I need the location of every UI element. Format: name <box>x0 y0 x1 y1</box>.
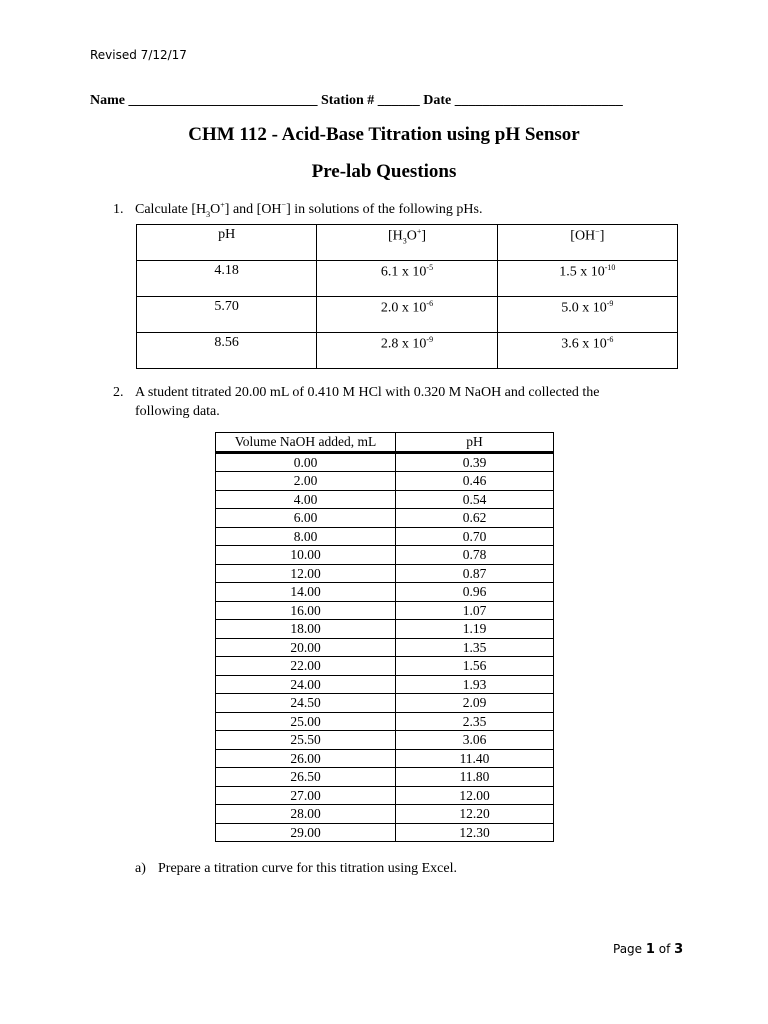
header-oh: [OH−] <box>497 225 677 261</box>
cell-ph: 1.56 <box>396 657 554 676</box>
cell-volume: 14.00 <box>216 583 396 602</box>
cell-ph: 1.19 <box>396 620 554 639</box>
cell-volume: 2.00 <box>216 472 396 491</box>
document-subtitle: Pre-lab Questions <box>311 161 457 182</box>
table-header-row <box>216 433 554 453</box>
table-row <box>137 297 678 333</box>
revised-date: Revised 7/12/17 <box>90 48 187 62</box>
question-2a <box>135 861 457 877</box>
table-row <box>216 452 554 472</box>
table-row <box>216 472 554 491</box>
cell-ph: 2.09 <box>396 694 554 713</box>
cell-oh: 5.0 x $10^{-9}$ <box>497 297 677 333</box>
cell-volume: 16.00 <box>216 601 396 620</box>
table-row <box>216 657 554 676</box>
cell-volume: 22.00 <box>216 657 396 676</box>
table-row <box>216 490 554 509</box>
cell-ph: 1.35 <box>396 638 554 657</box>
cell-volume: 10.00 <box>216 546 396 565</box>
cell-volume: 25.00 <box>216 712 396 731</box>
cell-volume: 6.00 <box>216 509 396 528</box>
cell-volume: 24.50 <box>216 694 396 713</box>
cell-ph: 1.07 <box>396 601 554 620</box>
cell-ph: 2.35 <box>396 712 554 731</box>
cell-ph: 8.56 <box>137 333 317 369</box>
cell-ph: 4.18 <box>137 261 317 297</box>
question-2a-text: Prepare a titration curve for this titration using Excel. <box>158 861 457 876</box>
page-number: Page 1 of 3 <box>613 942 684 957</box>
table-row <box>137 333 678 369</box>
cell-volume: 24.00 <box>216 675 396 694</box>
table-header-row <box>137 225 678 261</box>
question-1 <box>113 195 482 223</box>
table-row <box>216 768 554 787</box>
cell-ph: 12.20 <box>396 805 554 824</box>
cell-volume: 28.00 <box>216 805 396 824</box>
ph-conversion-table <box>136 224 678 369</box>
cell-oh: 1.5 x $10^{-10}$ <box>497 261 677 297</box>
table-row <box>216 805 554 824</box>
cell-volume: 26.00 <box>216 749 396 768</box>
cell-ph: 0.70 <box>396 527 554 546</box>
document-title: CHM 112 - Acid-Base Titration using pH Sensor <box>188 124 580 145</box>
table-row <box>216 786 554 805</box>
cell-volume: 26.50 <box>216 768 396 787</box>
table-row <box>216 823 554 842</box>
question-2 <box>113 383 673 419</box>
cell-ph: 11.40 <box>396 749 554 768</box>
table-row <box>216 694 554 713</box>
table-row <box>216 546 554 565</box>
table-row <box>216 620 554 639</box>
cell-volume: 29.00 <box>216 823 396 842</box>
cell-ph: 12.00 <box>396 786 554 805</box>
table-row <box>216 527 554 546</box>
cell-ph: 3.06 <box>396 731 554 750</box>
cell-h3o: 6.1 x $10^{-5}$ <box>317 261 497 297</box>
cell-volume: 8.00 <box>216 527 396 546</box>
cell-volume: 0.00 <box>216 452 396 472</box>
cell-ph: 5.70 <box>137 297 317 333</box>
table-row <box>216 601 554 620</box>
cell-ph: 0.62 <box>396 509 554 528</box>
cell-ph: 12.30 <box>396 823 554 842</box>
table-row <box>216 675 554 694</box>
cell-ph: 0.54 <box>396 490 554 509</box>
cell-volume: 20.00 <box>216 638 396 657</box>
question-2a-label: a) <box>135 861 146 876</box>
cell-ph: 0.96 <box>396 583 554 602</box>
cell-volume: 27.00 <box>216 786 396 805</box>
header-ph: pH <box>396 433 554 453</box>
table-row <box>216 583 554 602</box>
cell-ph: 0.87 <box>396 564 554 583</box>
cell-ph: 0.46 <box>396 472 554 491</box>
cell-ph: 0.39 <box>396 452 554 472</box>
question-2-number: 2. <box>113 385 124 400</box>
cell-h3o: 2.8 x $10^{-9}$ <box>317 333 497 369</box>
cell-ph: 11.80 <box>396 768 554 787</box>
cell-h3o: 2.0 x $10^{-6}$ <box>317 297 497 333</box>
question-2-text: A student titrated 20.00 mL of 0.410 M HCl with 0.320 M NaOH and collected the following data. <box>135 385 600 419</box>
cell-volume: 12.00 <box>216 564 396 583</box>
header-volume: Volume NaOH added, mL <box>216 433 396 453</box>
table-row <box>216 731 554 750</box>
cell-volume: 18.00 <box>216 620 396 639</box>
question-1-number: 1. <box>113 201 124 217</box>
cell-oh: 3.6 x $10^{-6}$ <box>497 333 677 369</box>
question-1-text: Calculate $[H_3O^+]$ and [OH−] in solutions of the following pHs. <box>135 200 483 219</box>
titration-data-table <box>215 432 554 842</box>
name-station-date-line: Name ___________________________ Station # ______ Date ________________________ <box>90 93 623 108</box>
table-row <box>216 712 554 731</box>
table-row <box>137 261 678 297</box>
table-row <box>216 749 554 768</box>
cell-volume: 25.50 <box>216 731 396 750</box>
cell-ph: 1.93 <box>396 675 554 694</box>
table-row <box>216 509 554 528</box>
header-h3o: $[H_3O^+]$ <box>317 225 497 261</box>
cell-volume: 4.00 <box>216 490 396 509</box>
cell-ph: 0.78 <box>396 546 554 565</box>
table-row <box>216 638 554 657</box>
table-row <box>216 564 554 583</box>
header-ph: pH <box>137 225 317 261</box>
